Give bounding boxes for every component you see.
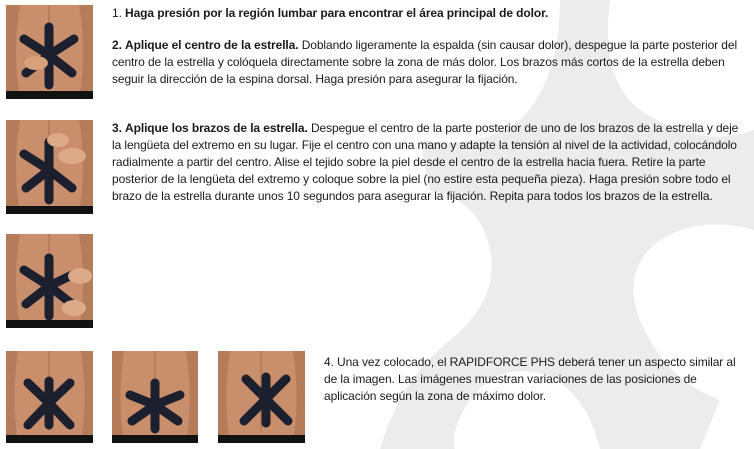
- step-body: Doblando ligeramente la espalda (sin causar dolor), despegue la parte posterior del centro de la estrella y colóquela directamente sobre la zona de más dolor. Los brazos más cortos de la estrella deben seguir la dirección de la espina dorsal. Haga presión para asegurar la fijación.: [112, 38, 738, 86]
- result-photo-3: [218, 351, 305, 443]
- step-number: 1.: [112, 6, 122, 20]
- step-number: 3.: [112, 121, 122, 135]
- step3-photo-a: [6, 120, 93, 214]
- step-3-text: [112, 120, 750, 205]
- step-heading: Aplique el centro de la estrella.: [125, 38, 299, 52]
- step1-photo: [6, 5, 93, 99]
- step-2-text: [112, 37, 748, 88]
- step-number: 4.: [324, 355, 334, 369]
- step-heading: Aplique los brazos de la estrella.: [125, 121, 308, 135]
- step3-photo-b: [6, 234, 93, 328]
- step-body: Una vez colocado, el RAPIDFORCE PHS deberá tener un aspecto similar al de la imagen. Las imágenes muestran variaciones de las posiciones de aplicación según la zona de máximo dolor.: [324, 355, 736, 403]
- result-photo-1: [6, 351, 93, 443]
- result-photo-2: [112, 351, 198, 443]
- step-1-text: [112, 5, 742, 22]
- step-number: 2.: [112, 38, 122, 52]
- step-body: Despegue el centro de la parte posterior de uno de los brazos de la estrella y deje la lengüeta del extremo en su lugar. Fije el centro con una mano y adapte la tensión al nivel de la actividad, colocándolo radialmente a partir del centro. Alise el tejido sobre la piel desde el centro de la estrella hacia fuera. Retire la parte posterior de la lengüeta del extremo y coloque sobre la piel (no estire esta pequeña pieza). Haga presión sobre todo el brazo de la estrella durante unos 10 segundos para asegurar la fijación. Repita para todos los brazos de la estrella.: [112, 121, 739, 203]
- step-heading: Haga presión por la región lumbar para encontrar el área principal de dolor.: [125, 6, 549, 20]
- step-4-text: [324, 354, 748, 405]
